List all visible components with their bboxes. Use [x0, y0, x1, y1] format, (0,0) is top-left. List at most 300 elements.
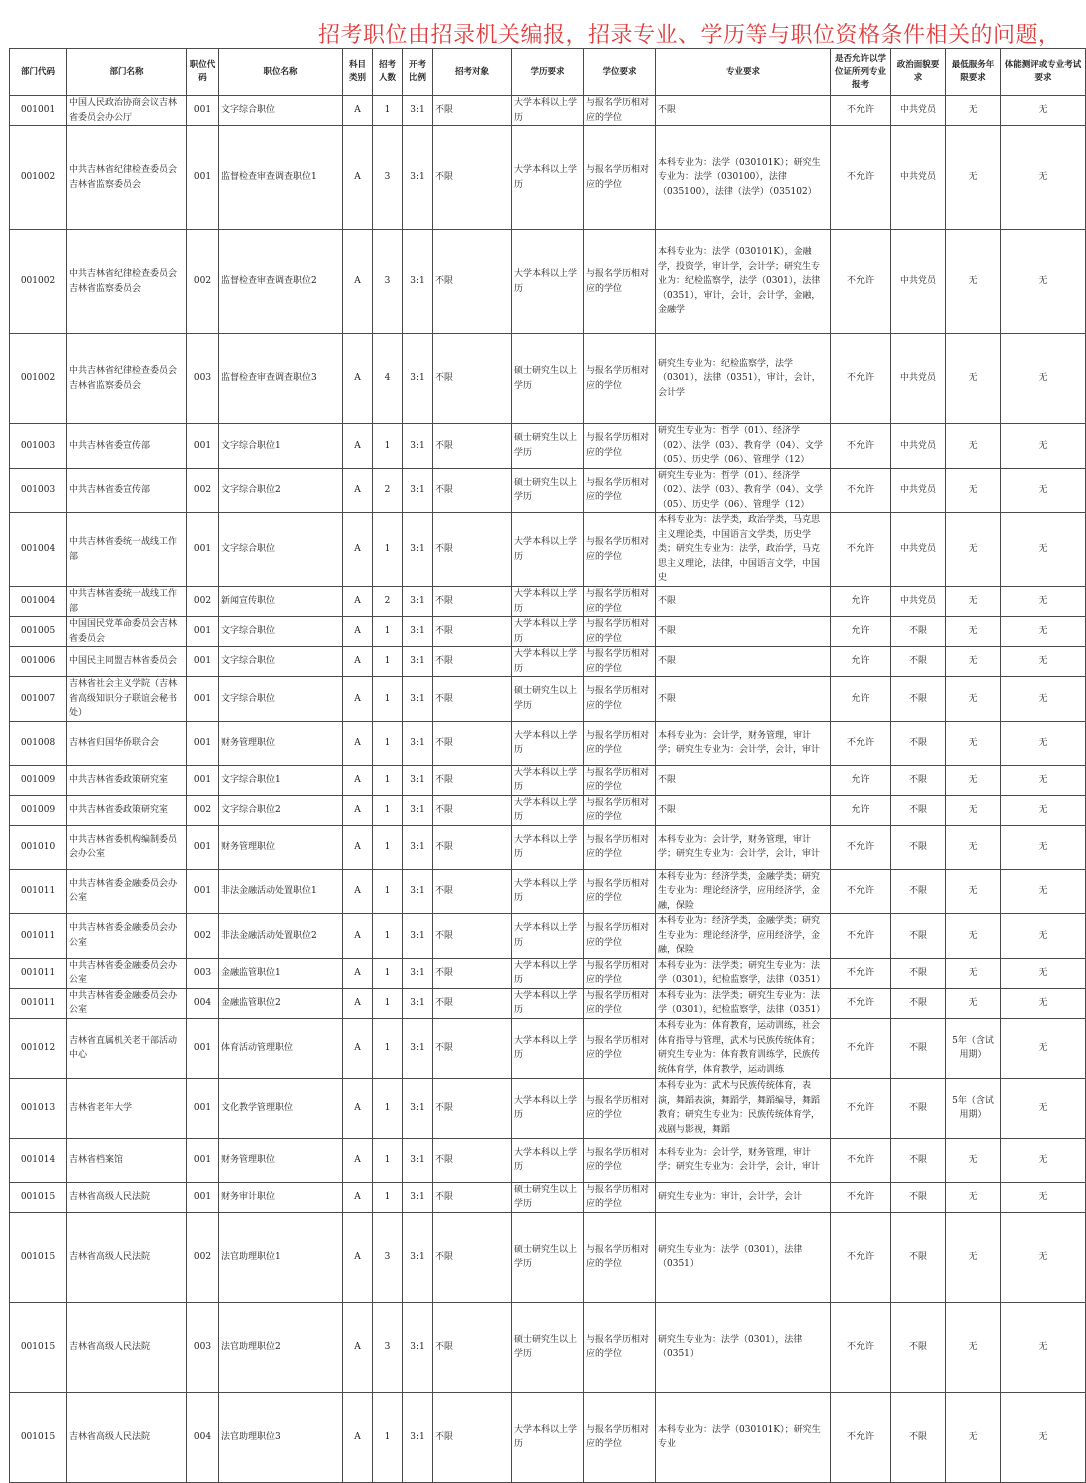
cell-count: 1 [373, 424, 403, 469]
cell-dept-name: 中共吉林省纪律检查委员会吉林省监察委员会 [67, 126, 187, 230]
cell-dept-name: 中共吉林省委金融委员会办公室 [67, 988, 187, 1018]
cell-count: 1 [373, 765, 403, 795]
cell-min-service: 无 [946, 647, 1001, 677]
cell-subject: A [343, 869, 373, 914]
cell-fitness: 无 [1001, 424, 1086, 469]
cell-education: 大学本科以上学历 [512, 1078, 584, 1138]
cell-major: 本科专业为：法学类，政治学类，马克思主义理论类，中国语言文学类，历史学类；研究生专业为：法学，政治学，马克思主义理论，法律，中国语言文学，中国史 [656, 513, 831, 587]
cell-count: 1 [373, 1392, 403, 1482]
cell-position-code: 001 [187, 1182, 219, 1212]
cell-subject: A [343, 617, 373, 647]
cell-min-service: 无 [946, 765, 1001, 795]
cell-degree: 与报名学历相对应的学位 [584, 126, 656, 230]
cell-subject: A [343, 1138, 373, 1182]
cell-target: 不限 [433, 1212, 512, 1302]
cell-allow-degree-major: 不允许 [831, 869, 891, 914]
cell-position-name: 体育活动管理职位 [219, 1018, 343, 1078]
cell-fitness: 无 [1001, 513, 1086, 587]
cell-major: 研究生专业为：法学（0301），法律（0351） [656, 1212, 831, 1302]
cell-subject: A [343, 230, 373, 334]
cell-dept-code: 001009 [10, 765, 67, 795]
cell-dept-code: 001008 [10, 721, 67, 765]
cell-ratio: 3:1 [403, 513, 433, 587]
cell-position-code: 001 [187, 765, 219, 795]
cell-political: 不限 [891, 677, 946, 722]
cell-degree: 与报名学历相对应的学位 [584, 1212, 656, 1302]
cell-dept-name: 吉林省高级人民法院 [67, 1392, 187, 1482]
cell-allow-degree-major: 允许 [831, 677, 891, 722]
cell-degree: 与报名学历相对应的学位 [584, 765, 656, 795]
cell-degree: 与报名学历相对应的学位 [584, 1138, 656, 1182]
cell-allow-degree-major: 允许 [831, 617, 891, 647]
table-row [10, 1302, 1086, 1392]
cell-ratio: 3:1 [403, 230, 433, 334]
cell-dept-name: 中共吉林省纪律检查委员会吉林省监察委员会 [67, 230, 187, 334]
cell-count: 2 [373, 587, 403, 617]
cell-political: 中共党员 [891, 230, 946, 334]
cell-major: 不限 [656, 96, 831, 126]
cell-dept-name: 中共吉林省委金融委员会办公室 [67, 869, 187, 914]
cell-position-code: 001 [187, 1018, 219, 1078]
cell-political: 不限 [891, 1078, 946, 1138]
cell-major: 本科专业为：会计学，财务管理，审计学；研究生专业为：会计学，会计，审计 [656, 1138, 831, 1182]
cell-major: 本科专业为：法学类；研究生专业为：法学（0301），纪检监察学，法律（0351） [656, 988, 831, 1018]
cell-education: 大学本科以上学历 [512, 869, 584, 914]
header-education: 学历要求 [512, 49, 584, 96]
cell-dept-code: 001007 [10, 677, 67, 722]
cell-political: 中共党员 [891, 587, 946, 617]
table-row [10, 1182, 1086, 1212]
cell-allow-degree-major: 允许 [831, 587, 891, 617]
cell-position-code: 001 [187, 647, 219, 677]
cell-fitness: 无 [1001, 647, 1086, 677]
cell-dept-code: 001002 [10, 126, 67, 230]
table-row [10, 587, 1086, 617]
cell-political: 不限 [891, 1138, 946, 1182]
cell-dept-name: 吉林省直属机关老干部活动中心 [67, 1018, 187, 1078]
cell-position-name: 文字综合职位1 [219, 765, 343, 795]
cell-allow-degree-major: 不允许 [831, 958, 891, 988]
cell-fitness: 无 [1001, 765, 1086, 795]
cell-dept-code: 001009 [10, 795, 67, 825]
cell-education: 大学本科以上学历 [512, 587, 584, 617]
cell-dept-code: 001011 [10, 869, 67, 914]
cell-dept-name: 中共吉林省委政策研究室 [67, 765, 187, 795]
cell-degree: 与报名学历相对应的学位 [584, 647, 656, 677]
cell-position-code: 003 [187, 1302, 219, 1392]
header-subject: 科目类别 [343, 49, 373, 96]
cell-min-service: 无 [946, 1392, 1001, 1482]
cell-count: 3 [373, 126, 403, 230]
cell-major: 本科专业为：武术与民族传统体育，表演，舞蹈表演，舞蹈学，舞蹈编导，舞蹈教育；研究生专业为：民族传统体育学，戏剧与影视，舞蹈 [656, 1078, 831, 1138]
cell-position-name: 监督检查审查调查职位3 [219, 334, 343, 424]
cell-dept-code: 001015 [10, 1182, 67, 1212]
cell-position-code: 002 [187, 914, 219, 959]
table-row [10, 1212, 1086, 1302]
cell-position-code: 003 [187, 958, 219, 988]
cell-count: 1 [373, 617, 403, 647]
cell-allow-degree-major: 不允许 [831, 424, 891, 469]
cell-fitness: 无 [1001, 468, 1086, 513]
cell-min-service: 无 [946, 795, 1001, 825]
cell-ratio: 3:1 [403, 126, 433, 230]
cell-target: 不限 [433, 334, 512, 424]
cell-dept-code: 001001 [10, 96, 67, 126]
cell-political: 不限 [891, 825, 946, 869]
cell-subject: A [343, 1302, 373, 1392]
cell-fitness: 无 [1001, 334, 1086, 424]
cell-education: 大学本科以上学历 [512, 1138, 584, 1182]
cell-fitness: 无 [1001, 1138, 1086, 1182]
recruitment-table-sheet [9, 48, 1082, 1449]
table-row [10, 468, 1086, 513]
cell-position-code: 001 [187, 825, 219, 869]
cell-count: 1 [373, 1078, 403, 1138]
cell-fitness: 无 [1001, 721, 1086, 765]
cell-major: 本科专业为：法学（030101K）；研究生专业为：法学（030100），法律（035100），法律（法学）（035102） [656, 126, 831, 230]
cell-ratio: 3:1 [403, 914, 433, 959]
cell-subject: A [343, 1392, 373, 1482]
cell-position-name: 法官助理职位1 [219, 1212, 343, 1302]
cell-position-name: 非法金融活动处置职位1 [219, 869, 343, 914]
cell-allow-degree-major: 不允许 [831, 825, 891, 869]
cell-political: 中共党员 [891, 126, 946, 230]
cell-min-service: 5年（含试用期） [946, 1078, 1001, 1138]
cell-ratio: 3:1 [403, 1018, 433, 1078]
cell-dept-code: 001014 [10, 1138, 67, 1182]
cell-target: 不限 [433, 617, 512, 647]
cell-education: 大学本科以上学历 [512, 513, 584, 587]
table-row [10, 230, 1086, 334]
cell-subject: A [343, 513, 373, 587]
cell-subject: A [343, 795, 373, 825]
cell-position-name: 文化教学管理职位 [219, 1078, 343, 1138]
cell-education: 大学本科以上学历 [512, 765, 584, 795]
cell-position-code: 002 [187, 1212, 219, 1302]
cell-allow-degree-major: 不允许 [831, 1392, 891, 1482]
cell-degree: 与报名学历相对应的学位 [584, 795, 656, 825]
cell-dept-name: 吉林省归国华侨联合会 [67, 721, 187, 765]
cell-position-code: 002 [187, 230, 219, 334]
cell-subject: A [343, 1212, 373, 1302]
cell-allow-degree-major: 不允许 [831, 96, 891, 126]
header-allow-degree-major: 是否允许以学位证所列专业报考 [831, 49, 891, 96]
cell-position-name: 监督检查审查调查职位1 [219, 126, 343, 230]
cell-dept-name: 吉林省高级人民法院 [67, 1212, 187, 1302]
header-dept-code: 部门代码 [10, 49, 67, 96]
table-row [10, 795, 1086, 825]
cell-dept-code: 001003 [10, 424, 67, 469]
cell-subject: A [343, 126, 373, 230]
cell-major: 不限 [656, 677, 831, 722]
table-row [10, 1138, 1086, 1182]
cell-fitness: 无 [1001, 230, 1086, 334]
cell-min-service: 5年（含试用期） [946, 1018, 1001, 1078]
cell-political: 不限 [891, 795, 946, 825]
table-row [10, 765, 1086, 795]
cell-target: 不限 [433, 677, 512, 722]
cell-count: 1 [373, 1182, 403, 1212]
cell-major: 不限 [656, 647, 831, 677]
cell-allow-degree-major: 不允许 [831, 1302, 891, 1392]
cell-subject: A [343, 647, 373, 677]
table-body [10, 96, 1086, 1483]
cell-allow-degree-major: 不允许 [831, 914, 891, 959]
cell-position-name: 文字综合职位 [219, 96, 343, 126]
cell-position-name: 非法金融活动处置职位2 [219, 914, 343, 959]
cell-min-service: 无 [946, 825, 1001, 869]
cell-position-name: 监督检查审查调查职位2 [219, 230, 343, 334]
cell-degree: 与报名学历相对应的学位 [584, 869, 656, 914]
cell-degree: 与报名学历相对应的学位 [584, 334, 656, 424]
cell-allow-degree-major: 不允许 [831, 230, 891, 334]
cell-count: 1 [373, 677, 403, 722]
cell-ratio: 3:1 [403, 468, 433, 513]
cell-position-name: 文字综合职位 [219, 677, 343, 722]
cell-target: 不限 [433, 468, 512, 513]
cell-ratio: 3:1 [403, 1138, 433, 1182]
cell-major: 不限 [656, 765, 831, 795]
cell-ratio: 3:1 [403, 1392, 433, 1482]
cell-education: 大学本科以上学历 [512, 126, 584, 230]
cell-dept-name: 中共吉林省委金融委员会办公室 [67, 914, 187, 959]
cell-dept-code: 001004 [10, 513, 67, 587]
cell-target: 不限 [433, 825, 512, 869]
cell-count: 1 [373, 869, 403, 914]
cell-target: 不限 [433, 1018, 512, 1078]
cell-fitness: 无 [1001, 617, 1086, 647]
cell-degree: 与报名学历相对应的学位 [584, 914, 656, 959]
cell-fitness: 无 [1001, 1212, 1086, 1302]
cell-count: 4 [373, 334, 403, 424]
cell-political: 不限 [891, 1392, 946, 1482]
cell-degree: 与报名学历相对应的学位 [584, 721, 656, 765]
header-target: 招考对象 [433, 49, 512, 96]
cell-degree: 与报名学历相对应的学位 [584, 1018, 656, 1078]
cell-education: 大学本科以上学历 [512, 647, 584, 677]
header-dept-name: 部门名称 [67, 49, 187, 96]
cell-education: 大学本科以上学历 [512, 1392, 584, 1482]
cell-count: 1 [373, 96, 403, 126]
cell-target: 不限 [433, 1392, 512, 1482]
cell-degree: 与报名学历相对应的学位 [584, 958, 656, 988]
cell-subject: A [343, 958, 373, 988]
cell-position-code: 001 [187, 869, 219, 914]
cell-ratio: 3:1 [403, 617, 433, 647]
cell-position-code: 001 [187, 721, 219, 765]
cell-major: 本科专业为：法学（030101K），金融学，投资学，审计学，会计学；研究生专业为：纪检监察学，法学（0301），法律（0351），审计，会计，会计学，金融，金融学 [656, 230, 831, 334]
cell-position-code: 002 [187, 587, 219, 617]
cell-major: 本科专业为：法学（030101K）；研究生专业 [656, 1392, 831, 1482]
cell-target: 不限 [433, 1078, 512, 1138]
cell-count: 1 [373, 1138, 403, 1182]
cell-subject: A [343, 1018, 373, 1078]
cell-dept-code: 001013 [10, 1078, 67, 1138]
cell-education: 硕士研究生以上学历 [512, 468, 584, 513]
cell-target: 不限 [433, 1302, 512, 1392]
cell-position-name: 文字综合职位2 [219, 468, 343, 513]
cell-dept-code: 001004 [10, 587, 67, 617]
cell-ratio: 3:1 [403, 1182, 433, 1212]
cell-target: 不限 [433, 126, 512, 230]
cell-target: 不限 [433, 424, 512, 469]
cell-political: 中共党员 [891, 513, 946, 587]
cell-political: 中共党员 [891, 334, 946, 424]
cell-political: 不限 [891, 721, 946, 765]
cell-fitness: 无 [1001, 988, 1086, 1018]
table-row [10, 1018, 1086, 1078]
cell-subject: A [343, 1182, 373, 1212]
cell-education: 大学本科以上学历 [512, 825, 584, 869]
header-political: 政治面貌要求 [891, 49, 946, 96]
cell-degree: 与报名学历相对应的学位 [584, 1392, 656, 1482]
cell-allow-degree-major: 不允许 [831, 1182, 891, 1212]
cell-fitness: 无 [1001, 126, 1086, 230]
table-row [10, 1078, 1086, 1138]
cell-political: 不限 [891, 988, 946, 1018]
header-position-name: 职位名称 [219, 49, 343, 96]
cell-position-name: 法官助理职位2 [219, 1302, 343, 1392]
cell-subject: A [343, 914, 373, 959]
table-row [10, 513, 1086, 587]
cell-target: 不限 [433, 958, 512, 988]
cell-education: 大学本科以上学历 [512, 795, 584, 825]
cell-target: 不限 [433, 914, 512, 959]
table-row [10, 617, 1086, 647]
cell-political: 不限 [891, 1018, 946, 1078]
table-row [10, 914, 1086, 959]
cell-fitness: 无 [1001, 1392, 1086, 1482]
cell-degree: 与报名学历相对应的学位 [584, 1078, 656, 1138]
cell-dept-code: 001012 [10, 1018, 67, 1078]
cell-count: 1 [373, 513, 403, 587]
table-row [10, 869, 1086, 914]
cell-position-code: 003 [187, 334, 219, 424]
cell-allow-degree-major: 允许 [831, 795, 891, 825]
cell-dept-code: 001002 [10, 334, 67, 424]
cell-dept-code: 001011 [10, 988, 67, 1018]
cell-count: 1 [373, 795, 403, 825]
cell-subject: A [343, 721, 373, 765]
cell-min-service: 无 [946, 1138, 1001, 1182]
cell-dept-code: 001011 [10, 914, 67, 959]
cell-fitness: 无 [1001, 825, 1086, 869]
cell-dept-name: 中共吉林省委统一战线工作部 [67, 513, 187, 587]
cell-dept-code: 001010 [10, 825, 67, 869]
cell-dept-code: 001002 [10, 230, 67, 334]
cell-degree: 与报名学历相对应的学位 [584, 468, 656, 513]
cell-position-name: 文字综合职位 [219, 513, 343, 587]
cell-min-service: 无 [946, 617, 1001, 647]
header-count: 招考人数 [373, 49, 403, 96]
cell-political: 不限 [891, 647, 946, 677]
cell-count: 1 [373, 825, 403, 869]
cell-subject: A [343, 677, 373, 722]
cell-dept-name: 吉林省档案馆 [67, 1138, 187, 1182]
cell-subject: A [343, 825, 373, 869]
table-row [10, 96, 1086, 126]
header-position-code: 职位代码 [187, 49, 219, 96]
cell-ratio: 3:1 [403, 1302, 433, 1392]
cell-target: 不限 [433, 587, 512, 617]
cell-target: 不限 [433, 1182, 512, 1212]
cell-education: 硕士研究生以上学历 [512, 677, 584, 722]
cell-dept-name: 中共吉林省纪律检查委员会吉林省监察委员会 [67, 334, 187, 424]
header-min-service: 最低服务年限要求 [946, 49, 1001, 96]
cell-position-name: 法官助理职位3 [219, 1392, 343, 1482]
cell-subject: A [343, 988, 373, 1018]
cell-allow-degree-major: 不允许 [831, 126, 891, 230]
cell-count: 3 [373, 230, 403, 334]
cell-major: 本科专业为：会计学，财务管理，审计学；研究生专业为：会计学，会计，审计 [656, 825, 831, 869]
cell-dept-code: 001015 [10, 1302, 67, 1392]
cell-position-code: 002 [187, 468, 219, 513]
cell-target: 不限 [433, 230, 512, 334]
cell-ratio: 3:1 [403, 677, 433, 722]
cell-min-service: 无 [946, 1182, 1001, 1212]
cell-political: 不限 [891, 869, 946, 914]
cell-subject: A [343, 96, 373, 126]
cell-allow-degree-major: 不允许 [831, 1138, 891, 1182]
cell-position-name: 文字综合职位1 [219, 424, 343, 469]
table-row [10, 988, 1086, 1018]
cell-position-name: 文字综合职位 [219, 647, 343, 677]
cell-dept-code: 001003 [10, 468, 67, 513]
cell-education: 硕士研究生以上学历 [512, 1302, 584, 1392]
cell-major: 不限 [656, 795, 831, 825]
cell-education: 硕士研究生以上学历 [512, 1182, 584, 1212]
table-row [10, 677, 1086, 722]
cell-count: 3 [373, 1212, 403, 1302]
cell-dept-name: 中国民主同盟吉林省委员会 [67, 647, 187, 677]
cell-major: 本科专业为：体育教育，运动训练，社会体育指导与管理，武术与民族传统体育；研究生专业为：体育教育训练学，民族传统体育学，体育教学，运动训练 [656, 1018, 831, 1078]
cell-dept-code: 001005 [10, 617, 67, 647]
cell-target: 不限 [433, 513, 512, 587]
cell-position-name: 文字综合职位2 [219, 795, 343, 825]
cell-degree: 与报名学历相对应的学位 [584, 424, 656, 469]
cell-min-service: 无 [946, 958, 1001, 988]
cell-fitness: 无 [1001, 1182, 1086, 1212]
cell-dept-name: 中共吉林省委政策研究室 [67, 795, 187, 825]
cell-target: 不限 [433, 869, 512, 914]
cell-ratio: 3:1 [403, 647, 433, 677]
cell-target: 不限 [433, 765, 512, 795]
header-major: 专业要求 [656, 49, 831, 96]
cell-subject: A [343, 334, 373, 424]
cell-position-name: 财务管理职位 [219, 825, 343, 869]
cell-min-service: 无 [946, 96, 1001, 126]
cell-position-name: 金融监管职位1 [219, 958, 343, 988]
cell-position-code: 002 [187, 795, 219, 825]
cell-min-service: 无 [946, 468, 1001, 513]
cell-target: 不限 [433, 1138, 512, 1182]
cell-position-code: 001 [187, 617, 219, 647]
cell-dept-name: 吉林省高级人民法院 [67, 1182, 187, 1212]
cell-min-service: 无 [946, 1212, 1001, 1302]
cell-min-service: 无 [946, 513, 1001, 587]
cell-major: 不限 [656, 587, 831, 617]
cell-fitness: 无 [1001, 1018, 1086, 1078]
table-row [10, 1392, 1086, 1482]
cell-education: 大学本科以上学历 [512, 958, 584, 988]
cell-allow-degree-major: 不允许 [831, 1078, 891, 1138]
cell-major: 本科专业为：经济学类，金融学类；研究生专业为：理论经济学，应用经济学，金融，保险 [656, 914, 831, 959]
cell-dept-name: 吉林省社会主义学院（吉林省高级知识分子联谊会秘书处） [67, 677, 187, 722]
cell-dept-name: 中共吉林省委金融委员会办公室 [67, 958, 187, 988]
cell-major: 研究生专业为：法学（0301），法律（0351） [656, 1302, 831, 1392]
cell-degree: 与报名学历相对应的学位 [584, 617, 656, 647]
cell-major: 研究生专业为：纪检监察学，法学（0301），法律（0351），审计，会计，会计学 [656, 334, 831, 424]
